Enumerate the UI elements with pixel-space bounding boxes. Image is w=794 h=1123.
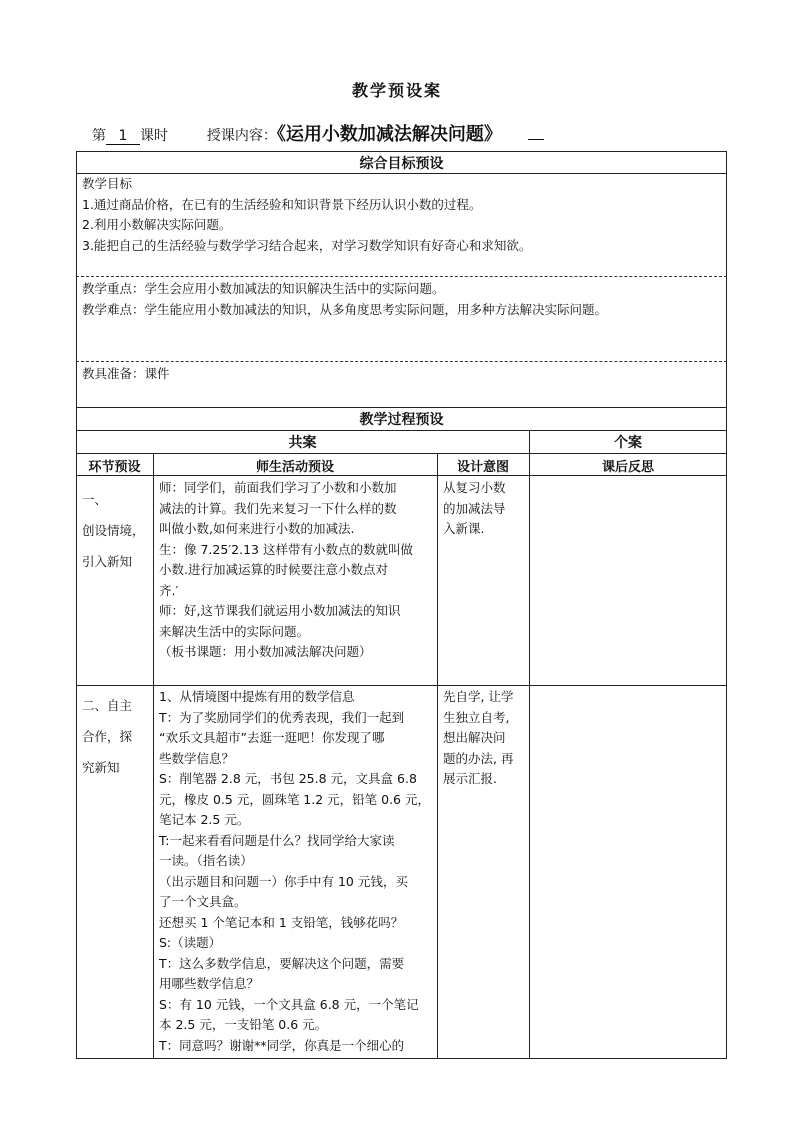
divider-individual xyxy=(529,430,530,1059)
activity-line: （板书课题：用小数加减法解决问题） xyxy=(159,644,372,659)
intent-line: 的加减法导 xyxy=(443,500,506,516)
stage-cell xyxy=(82,690,152,783)
key-point: 教学重点：学生会应用小数加减法的知识解决生活中的实际问题。 xyxy=(82,281,445,296)
individual-plan-title: 个案 xyxy=(614,435,642,451)
shared-plan-title: 共案 xyxy=(288,435,317,451)
activity-line: S:（读题） xyxy=(159,935,222,950)
difficulty-point: 教学难点：学生能应用小数加减法的知识，从多角度思考实际问题，用多种方法解决实际问题。 xyxy=(82,301,608,317)
col-header-intent: 设计意图 xyxy=(456,460,509,475)
activity-cell xyxy=(159,478,435,663)
activity-line: 1、从情境图中提炼有用的数学信息 xyxy=(159,689,355,704)
intent-line: 展示汇报. xyxy=(443,771,497,786)
activity-line: 笔记本 2.5 元。 xyxy=(159,812,250,827)
activity-line: 齐.′ xyxy=(159,582,179,598)
intent-cell xyxy=(443,478,527,540)
rule-goals-end xyxy=(76,407,727,408)
rule-row-1-end xyxy=(76,685,727,686)
intent-line: 生独立自考, xyxy=(443,709,510,725)
content-title: 《运用小数加减法解决问题》 xyxy=(276,124,502,145)
activity-line: 减法的计算。我们先来复习一下什么样的数 xyxy=(159,500,397,516)
process-section-title: 教学过程预设 xyxy=(359,412,444,428)
divider-stage xyxy=(153,453,154,1059)
activity-line: S：有 10 元钱，一个文具盒 6.8 元，一个笔记 xyxy=(159,996,419,1012)
intent-cell xyxy=(443,687,527,790)
rule-dashed-2 xyxy=(76,361,727,362)
stage-line: 一、 xyxy=(82,492,108,507)
stage-line: 究新知 xyxy=(82,760,120,775)
intent-line: 入新课. xyxy=(443,521,485,536)
objective-item: 1.通过商品价格，在已有的生活经验和知识背景下经历认识小数的过程。 xyxy=(82,196,482,212)
intent-line: 从复习小数 xyxy=(443,480,506,495)
col-header-stage: 环节预设 xyxy=(88,460,141,475)
stage-line: 创设情境， xyxy=(82,523,145,538)
objective-item: 3.能把自己的生活经验与数学学习结合起来，对学习数学知识有好奇心和求知欲。 xyxy=(82,237,532,253)
content-label: 授课内容： xyxy=(206,128,277,144)
key-points-block xyxy=(82,279,722,320)
tools-block xyxy=(82,364,722,385)
col-header-reflection: 课后反思 xyxy=(601,460,654,475)
activity-line: 来解决生活中的实际问题。 xyxy=(159,623,310,639)
trailing-blank xyxy=(528,139,544,140)
activity-line: 师：同学们，前面我们学习了小数和小数加 xyxy=(159,480,397,495)
intent-line: 想出解决问 xyxy=(443,730,506,745)
activity-line: T:一起来看看问题是什么？找同学给大家读 xyxy=(159,832,395,848)
activity-line: 师：好,这节课我们就运用小数加减法的知识 xyxy=(159,603,401,618)
activity-line: “欢乐文具超市”去逛一逛吧！你发现了哪 xyxy=(159,730,385,745)
activity-cell xyxy=(159,687,435,1056)
lesson-header xyxy=(92,120,544,146)
objectives-heading: 教学目标 xyxy=(82,176,133,191)
activity-line: 些数学信息？ xyxy=(159,750,235,766)
goals-section-title: 综合目标预设 xyxy=(359,156,444,172)
activity-line: 生：像 7.25′2.13 这样带有小数点的数就叫做 xyxy=(159,541,413,557)
lesson-prefix: 第 xyxy=(92,128,106,144)
objective-item: 2.利用小数解决实际问题。 xyxy=(82,217,232,232)
activity-line: 一读。（指名读） xyxy=(159,853,253,868)
activity-line: S：削笔器 2.8 元，书包 25.8 元，文具盒 6.8 xyxy=(159,771,417,786)
lesson-suffix: 课时 xyxy=(140,128,168,144)
stage-cell xyxy=(82,484,152,577)
activity-line: （出示题目和问题一）你手中有 10 元钱，买 xyxy=(159,873,408,889)
page-title: 教学预设案 xyxy=(351,81,442,100)
activity-line: T：同意吗？谢谢**同学，你真是一个细心的 xyxy=(159,1037,405,1053)
activity-line: 元，橡皮 0.5 元，圆珠笔 1.2 元，铅笔 0.6 元， xyxy=(159,791,430,807)
teaching-tools: 教具准备：课件 xyxy=(82,366,170,381)
rule-column-header xyxy=(76,475,727,476)
divider-intent xyxy=(437,453,438,1059)
rule-process-header xyxy=(76,430,727,431)
rule-shared-header xyxy=(76,453,727,454)
activity-line: T：为了奖励同学们的优秀表现，我们一起到 xyxy=(159,709,405,725)
activity-line: 用哪些数学信息？ xyxy=(159,976,260,991)
activity-line: 小数.进行加减运算的时候要注意小数点对 xyxy=(159,562,388,577)
objectives-block xyxy=(82,174,722,256)
intent-line: 先自学, 让学 xyxy=(443,689,514,704)
lesson-number: 1 xyxy=(106,128,140,145)
activity-line: T：这么多数学信息，要解决这个问题，需要 xyxy=(159,955,405,971)
activity-line: 了一个文具盒。 xyxy=(159,894,247,909)
stage-line: 合作，探 xyxy=(82,729,133,744)
intent-line: 题的办法, 再 xyxy=(443,750,514,766)
activity-line: 叫做小数,如何来进行小数的加减法. xyxy=(159,521,355,536)
stage-line: 引入新知 xyxy=(82,554,133,569)
activity-line: 本 2.5 元，一支铅笔 0.6 元。 xyxy=(159,1017,328,1032)
activity-line: 还想买 1 个笔记本和 1 支铅笔，钱够花吗？ xyxy=(159,914,404,930)
stage-line: 二、自主 xyxy=(82,698,133,713)
rule-dashed-1 xyxy=(76,276,727,277)
col-header-activity: 师生活动预设 xyxy=(255,460,334,475)
